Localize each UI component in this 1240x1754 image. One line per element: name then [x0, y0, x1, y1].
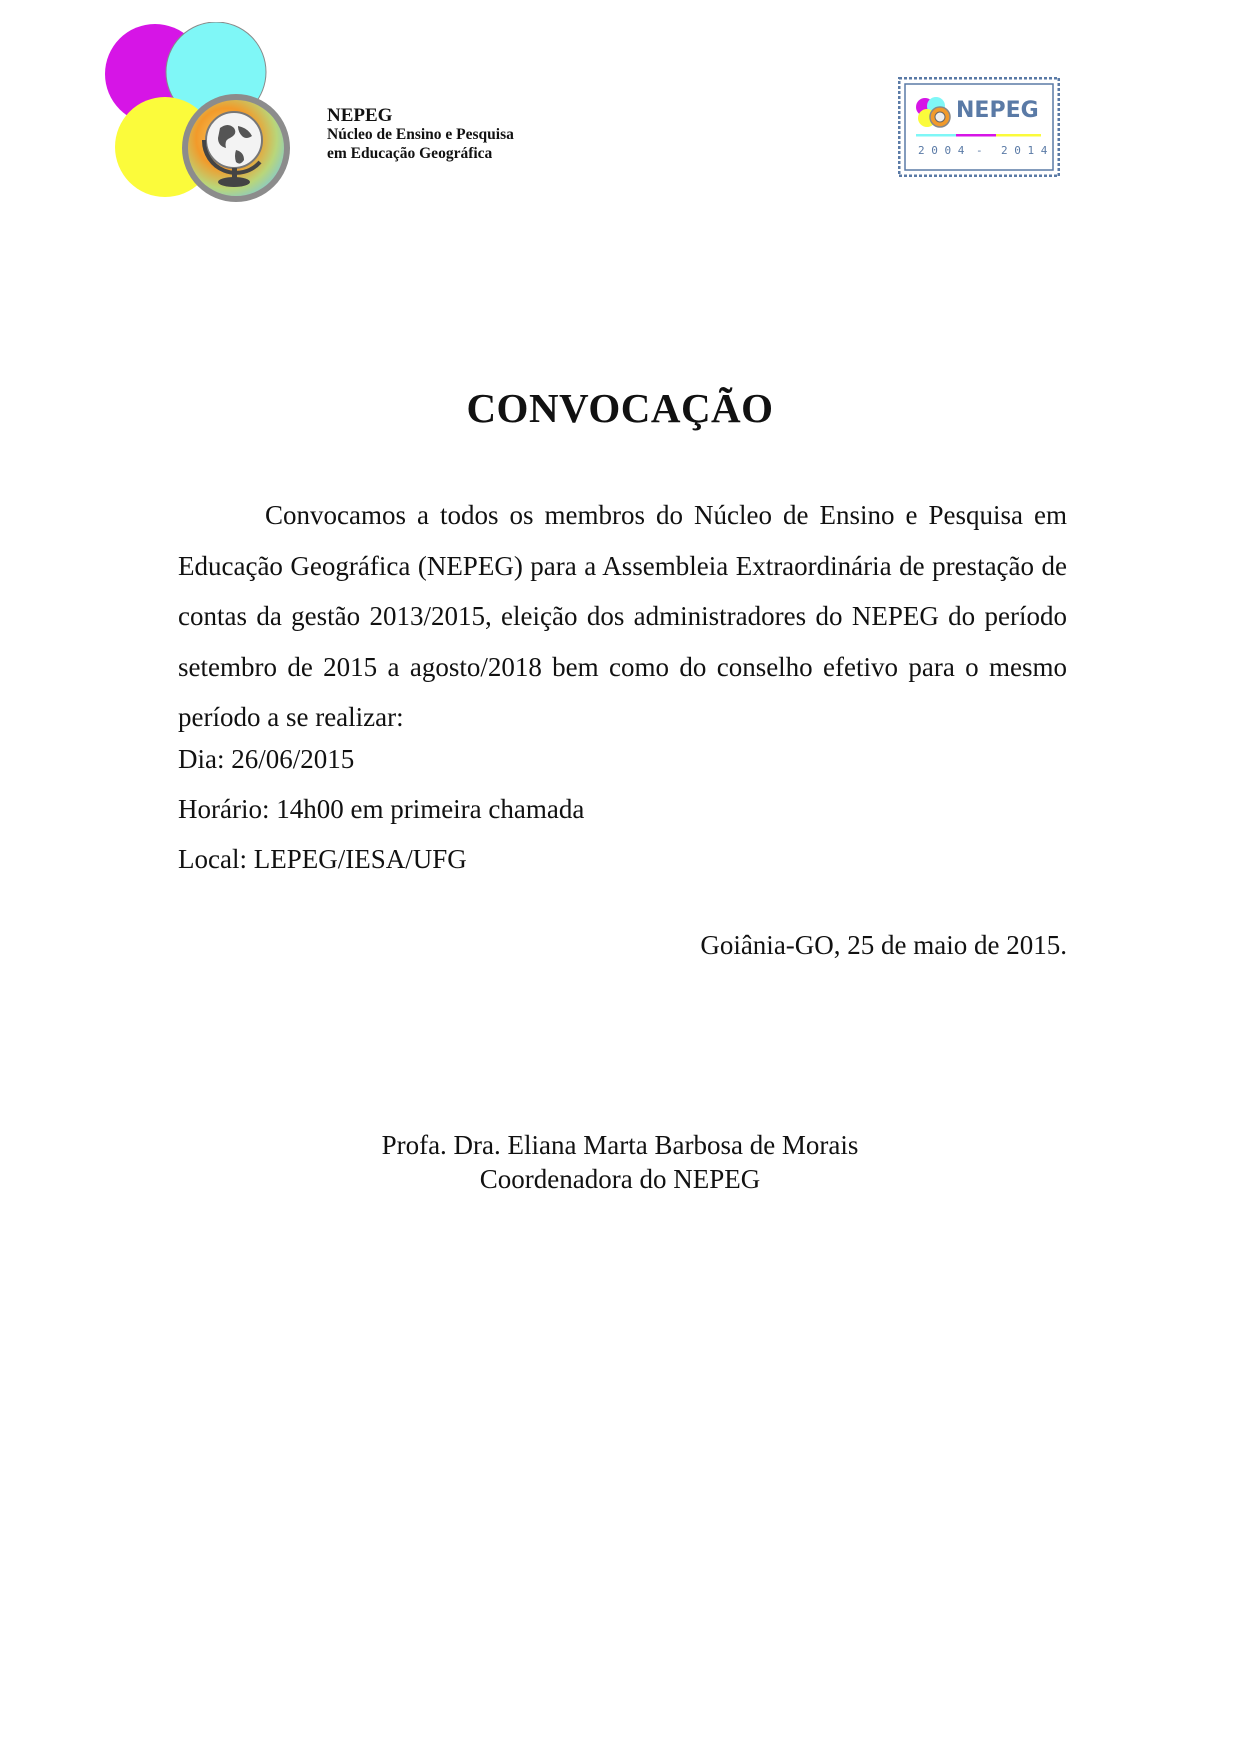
date-place: Goiânia-GO, 25 de maio de 2015.: [700, 930, 1067, 960]
org-full-name-line-1: Núcleo de Ensino e Pesquisa: [327, 126, 514, 143]
signatory-name: Profa. Dra. Eliana Marta Barbosa de Morais: [381, 1130, 859, 1160]
convocation-paragraph: [178, 490, 1067, 743]
stamp-name: NEPEG: [956, 98, 1039, 123]
convocation-text: Convocamos a todos os membros do Núcleo de Ensino e Pesquisa em Educação Geográfica (NEPEG) para a Assembleia Extraordinária de prestação de contas da gestão 2013/2015, eleição dos administradores do NEPEG do período setembro de 2015 a agosto/2018 bem como do conselho efetivo para o mesmo período a se realizar:: [178, 500, 1067, 732]
nepeg-globe-logo-icon: [100, 22, 300, 207]
organization-header: [327, 106, 514, 163]
signatory-role: Coordenadora do NEPEG: [479, 1164, 761, 1194]
stamp-year-separator: -: [976, 144, 983, 157]
org-name: NEPEG: [327, 105, 393, 126]
nepeg-anniversary-stamp-icon: [898, 77, 1060, 177]
stamp-year-end: 2 0 1 4: [1001, 144, 1048, 157]
org-full-name-line-2: em Educação Geográfica: [327, 145, 493, 162]
meeting-day: Dia: 26/06/2015: [178, 744, 355, 774]
meeting-place: Local: LEPEG/IESA/UFG: [178, 844, 467, 874]
document-title: CONVOCAÇÃO: [466, 385, 774, 431]
stamp-year-start: 2 0 0 4: [918, 144, 965, 157]
meeting-time: Horário: 14h00 em primeira chamada: [178, 794, 585, 824]
